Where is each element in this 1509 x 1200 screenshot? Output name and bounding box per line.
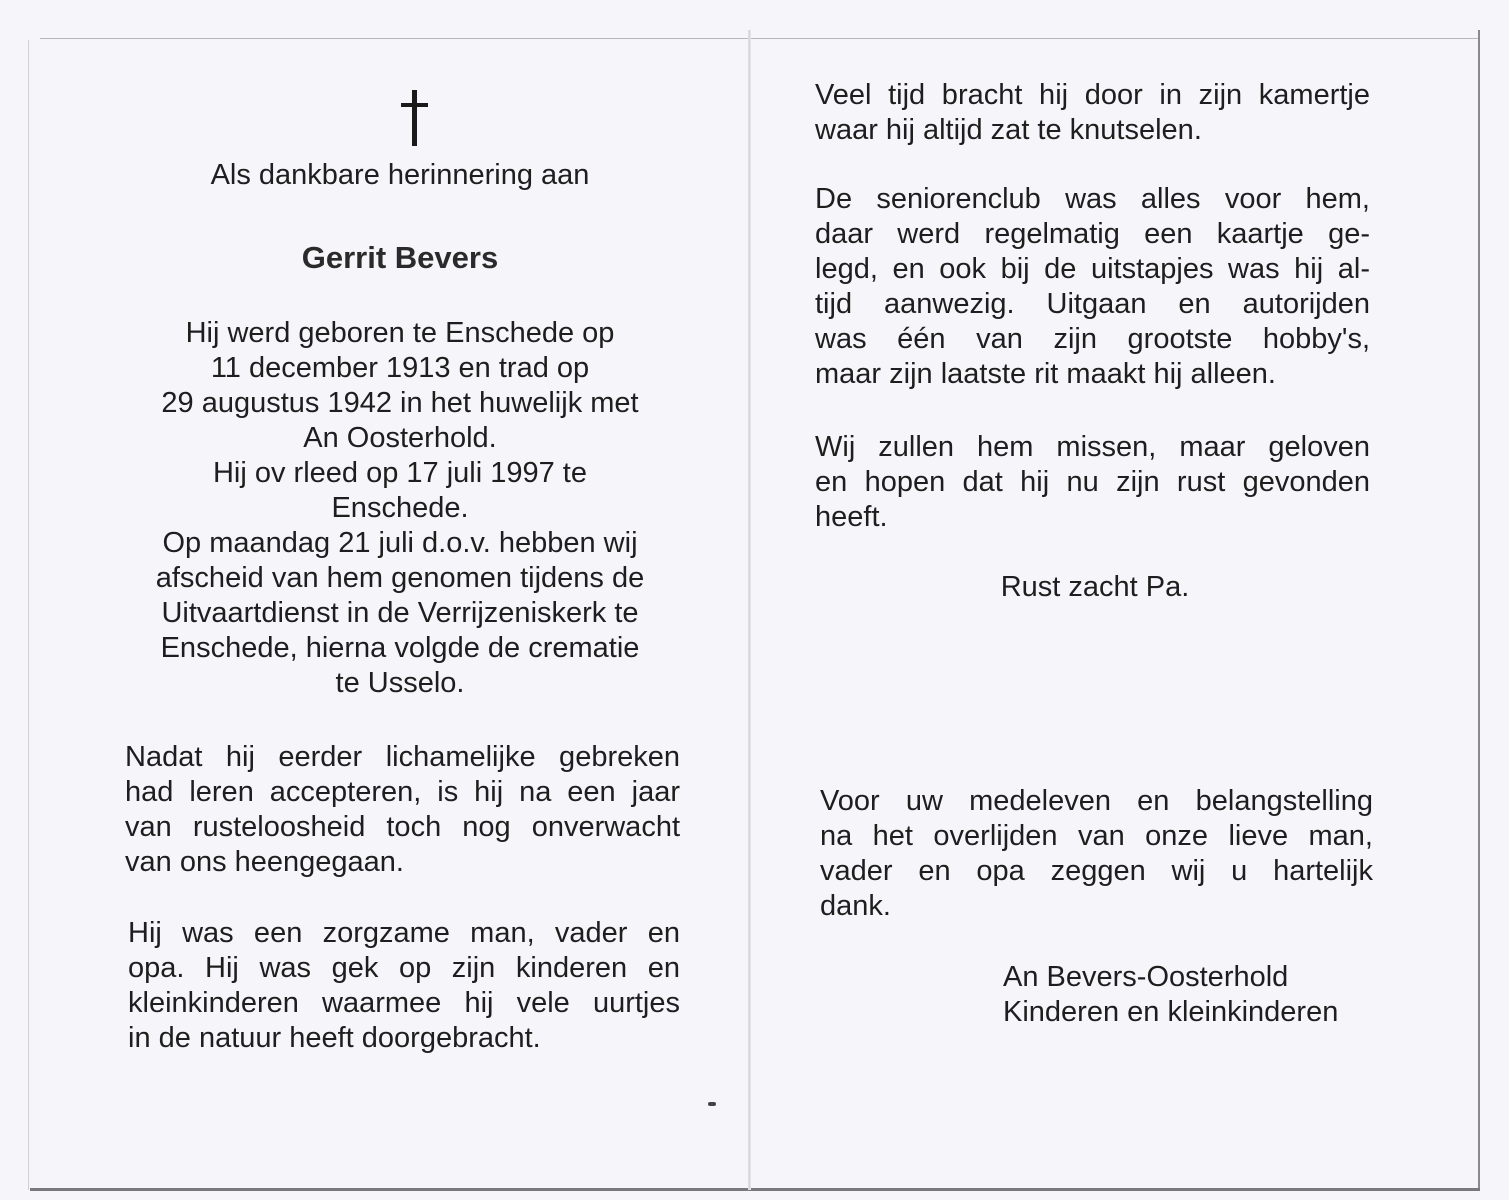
paragraph-line: Wij zullen hem missen, maar geloven — [815, 431, 1370, 463]
illness-paragraph — [125, 740, 680, 880]
biography-line: Uitvaartdienst in de Verrijzeniskerk te — [161, 597, 639, 629]
paragraph-line: opa. Hij was gek op zijn kinderen en — [128, 952, 680, 984]
biography-line: Op maandag 21 juli d.o.v. hebben wij — [162, 527, 638, 559]
biography-line: Hij ov rleed op 17 juli 1997 te — [212, 457, 587, 489]
paragraph-line: kleinkinderen waarmee hij vele uurtjes — [128, 987, 680, 1019]
paragraph-line: tijd aanwezig. Uitgaan en autorijden — [815, 288, 1370, 320]
paragraph-line: Veel tijd bracht hij door in zijn kamertje — [815, 79, 1370, 111]
signature-line: Kinderen en kleinkinderen — [1003, 996, 1339, 1028]
paragraph-line: legd, en ook bij de uitstapjes was hij al- — [815, 253, 1370, 285]
missing-paragraph — [815, 430, 1370, 535]
card-right-edge — [1478, 30, 1480, 1190]
paragraph-line: Nadat hij eerder lichamelijke gebreken — [125, 741, 680, 773]
card-bottom-edge — [30, 1188, 1480, 1191]
biography-line: Enschede, hierna volgde de crematie — [160, 632, 640, 664]
farewell-text: Rust zacht Pa. — [1000, 571, 1190, 603]
biography-line: Enschede. — [331, 492, 469, 524]
hobby-paragraph — [815, 78, 1370, 148]
biography-line: afscheid van hem genomen tijdens de — [155, 562, 645, 594]
card-top-edge — [40, 38, 1480, 39]
paragraph-line: dank. — [820, 890, 891, 922]
paragraph-line: Voor uw medeleven en belangstelling — [820, 785, 1373, 817]
paragraph-line: Hij was een zorgzame man, vader en — [128, 917, 680, 949]
paragraph-line: van rusteloosheid toch nog onverwacht — [125, 811, 680, 843]
signature-line: An Bevers-Oosterhold — [1003, 961, 1289, 993]
biography-line: 29 augustus 1942 in het huwelijk met — [161, 387, 639, 419]
intro-text: Als dankbare herinnering aan — [210, 159, 590, 191]
biography-line: 11 december 1913 en trad op — [210, 352, 590, 384]
paper-speck — [708, 1102, 716, 1106]
paragraph-line: vader en opa zeggen wij u hartelijk — [820, 855, 1373, 887]
deceased-name: Gerrit Bevers — [301, 240, 499, 275]
paragraph-line: was één van zijn grootste hobby's, — [815, 323, 1370, 355]
paragraph-line: heeft. — [815, 501, 888, 533]
biography-block — [120, 316, 680, 701]
signature-block — [1003, 960, 1383, 1030]
paragraph-line: na het overlijden van onze lieve man, — [820, 820, 1373, 852]
paragraph-line: daar werd regelmatig een kaartje ge- — [815, 218, 1370, 250]
card-left-edge — [28, 40, 29, 1190]
senior-club-paragraph — [815, 182, 1370, 392]
thanks-paragraph — [820, 784, 1373, 924]
biography-line: An Oosterhold. — [303, 422, 497, 454]
cross-icon — [395, 90, 435, 146]
paragraph-line: en hopen dat hij nu zijn rust gevonden — [815, 466, 1370, 498]
paragraph-line: van ons heengegaan. — [125, 846, 404, 878]
paragraph-line: in de natuur heeft doorgebracht. — [128, 1022, 541, 1054]
biography-line: Hij werd geboren te Enschede op — [185, 317, 615, 349]
paragraph-line: De seniorenclub was alles voor hem, — [815, 183, 1370, 215]
family-paragraph — [128, 916, 680, 1056]
paragraph-line: maar zijn laatste rit maakt hij alleen. — [815, 358, 1276, 390]
center-fold — [748, 30, 751, 1190]
paragraph-line: had leren accepteren, is hij na een jaar — [125, 776, 680, 808]
paragraph-line: waar hij altijd zat te knutselen. — [815, 114, 1202, 146]
biography-line: te Usselo. — [335, 667, 465, 699]
